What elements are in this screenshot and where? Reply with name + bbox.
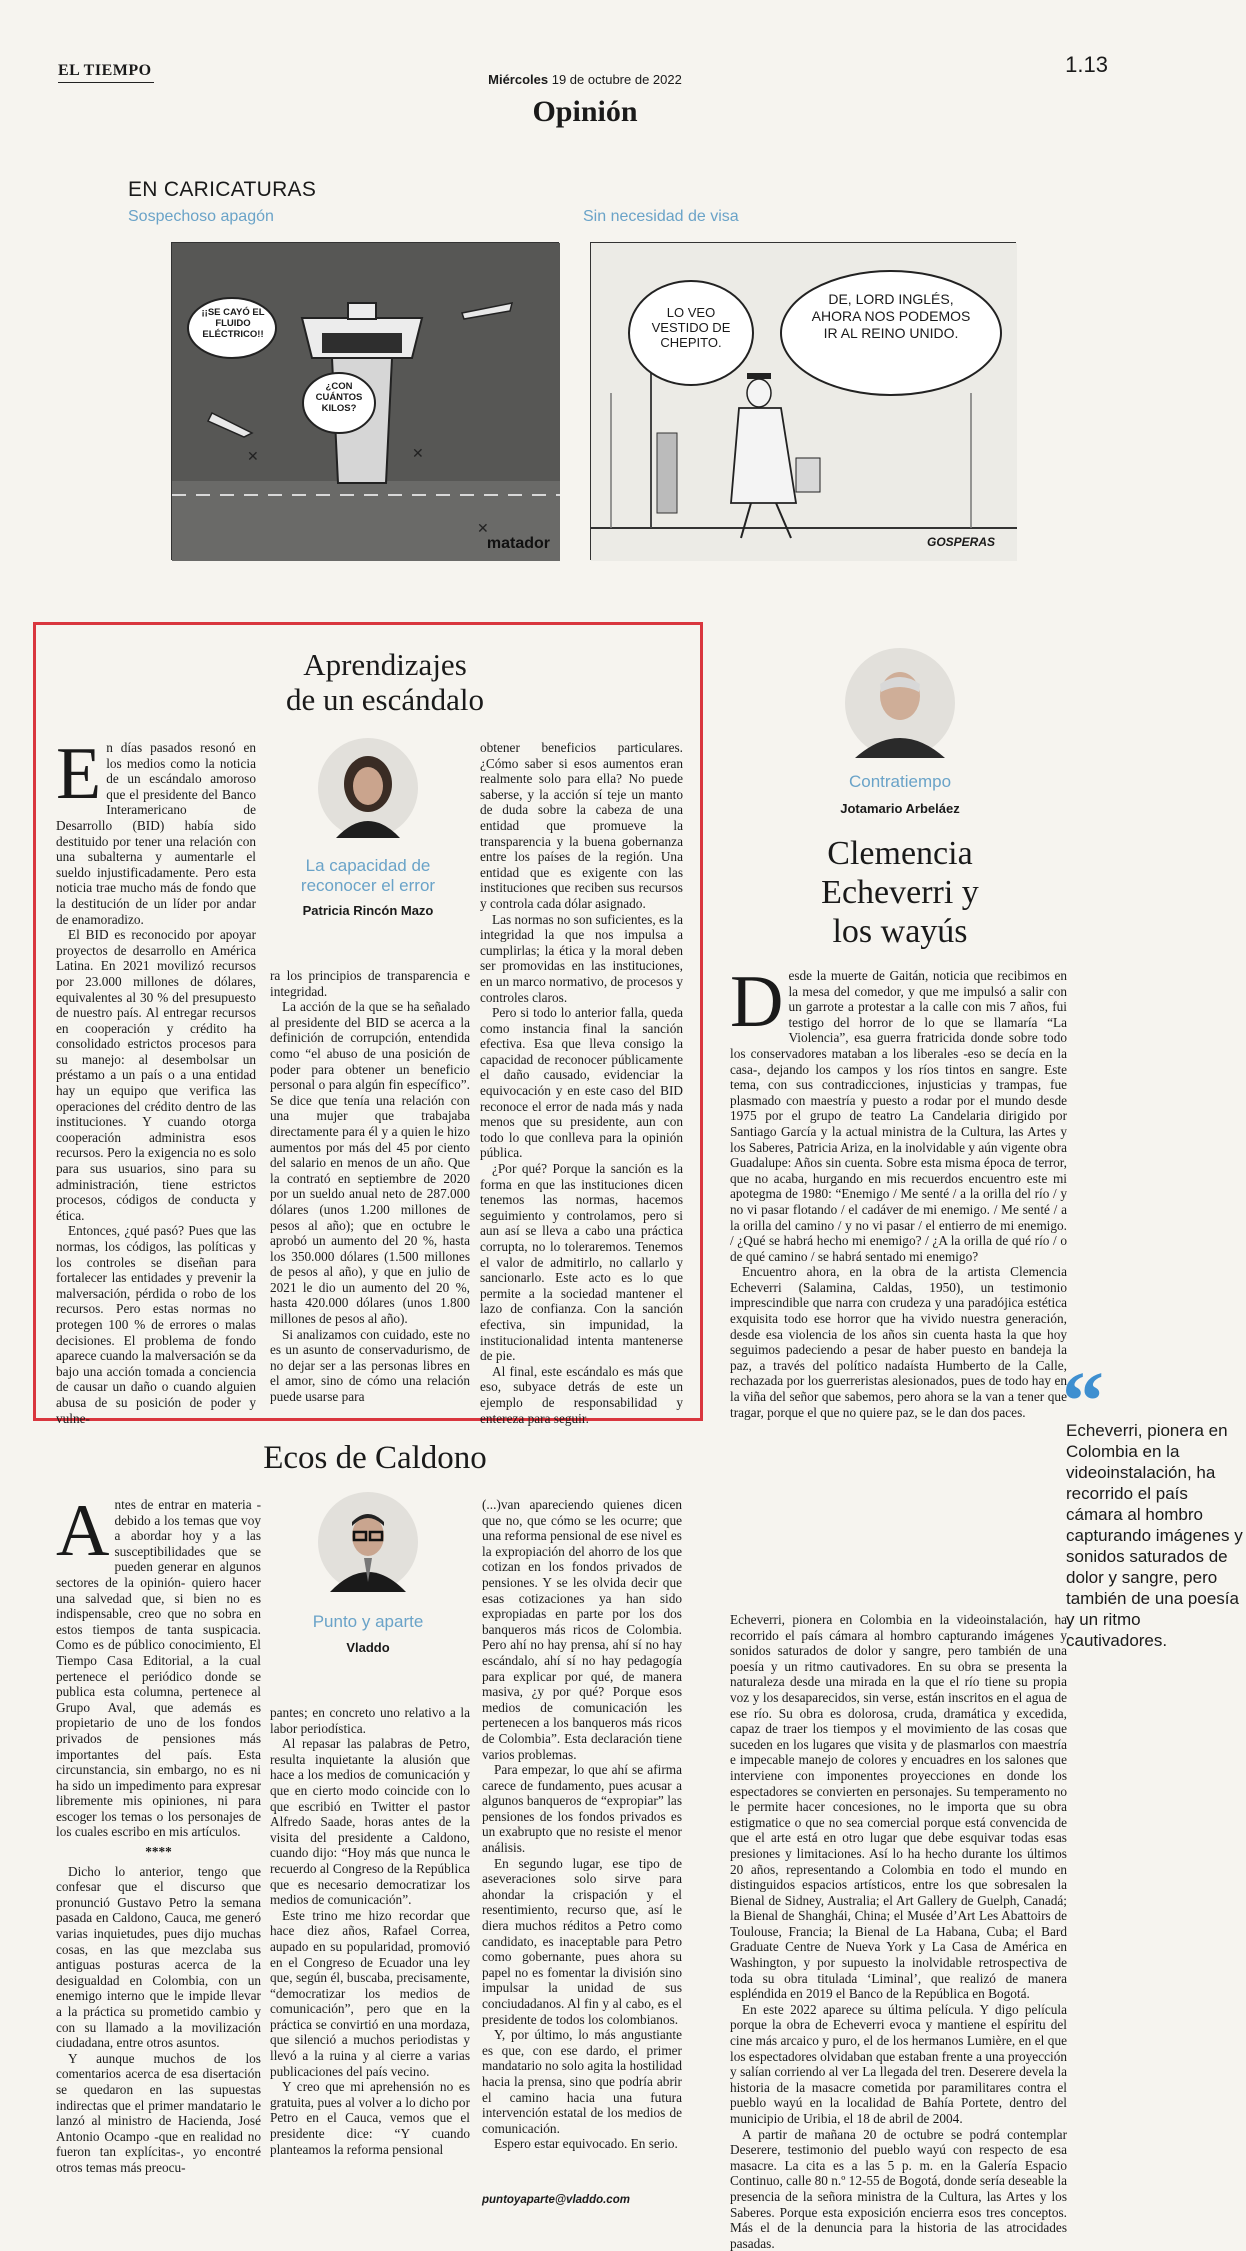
section-title: Opinión (532, 95, 638, 128)
article1-paragraph: ¿Por qué? Porque la sanción es la forma en que las instituciones dicen tenemos las normas, hacemos seguimiento y controlamos, pero si aun así se lleva a cabo una práctica corrupta, no lo toleraremos. Tenemos el valor de admitirlo, no callarlo y sancionarlo. Este acto es lo que permite a la sociedad mantener el lazo de confianza. Con la sanción efectiva, sin impunidad, la institucionalidad intenta mantenerse de pie. (480, 1161, 683, 1364)
author-photo-drawing (845, 648, 955, 758)
article1-paragraph: obtener beneficios particulares. ¿Cómo saber si esos aumentos eran realmente solo para ella? No puede saberse, y la acción sí teje un manto de duda sobre la cabeza de una entidad que promueve la transparencia y la buena gobernanza entre los países de la región. Una entidad que es exigente con las instituciones que reciben sus recursos y controla cada dólar asignado. (480, 740, 683, 911)
article3-pull-quote: Echeverri, pionera en Colombia en la videoinstalación, ha recorrido el país cámara al hombro capturando imágenes y sonidos saturados de dolor y sangre, pero también de una poesía y un ritmo cautivadores. (1066, 1421, 1243, 1650)
article3-author: Jotamario Arbeláez (840, 801, 960, 816)
quote-mark-icon: “ (1062, 1355, 1104, 1448)
article3-column-2 (730, 1612, 1067, 2251)
article3-column-name: Contratiempo (848, 772, 952, 791)
article2-separator: **** (145, 1844, 172, 1860)
article3-paragraph: A partir de mañana 20 de octubre se podrá contemplar Deserere, testimonio del pueblo wayú con respecto de esa masacre. La cita es a las 5 p. m. en la Galería Espacio Continuo, calle 80 n.º 12-55 de Bogotá, donde sería deseable la presencia de la señora ministra de la Cultura, las Artes y los Saberes. Porque esta exposición encierra esos tres conceptos. Más el de la denuncia para la historia de las atrocidades pasadas. (730, 2126, 1067, 2251)
newspaper-logo: EL TIEMPO (58, 62, 152, 79)
article1-dropcap: E (56, 733, 102, 815)
article1-title-line2: de un escándalo (286, 681, 484, 717)
cartoon-right-image (590, 242, 1016, 560)
article2-author: Vladdo (346, 1640, 390, 1655)
article3-column-1 (730, 961, 1067, 1420)
author-photo-drawing (318, 1492, 418, 1592)
article2-paragraph: Espero estar equivocado. En serio. (494, 2136, 678, 2152)
article2-paragraph: Para empezar, lo que ahí se afirma carece de fundamento, pues acusar a algunos banqueros de “expropiar” las pensiones de los fondos privados es un exabrupto que no resiste el menor análisis. (482, 1762, 682, 1856)
author-photo-patricia (318, 738, 418, 838)
article1-paragraph: El BID es reconocido por apoyar proyectos de desarrollo en América Latina. En 2021 movilizó recursos por 23.000 millones de dólares, equivalentes al 30 % del presupuesto de nuestro país. Al entregar recursos en cooperación y crédito ha consolidado estrictos procesos para su manejo: al desembolsar un préstamo a un país o a una entidad hay un equipo que verifica las operaciones del crédito dentro de las instituciones. Y cuando otorga cooperación administra esos recursos. Pero la exigencia no es solo para sus usuarios, sino para su administración, tiene estrictos procesos, códigos de conducta y ética. (56, 927, 256, 1223)
article2-column-2 (270, 1705, 470, 2175)
article3-paragraph: esde la muerte de Gaitán, noticia que recibimos en la mesa del comedor, y que me impulsó a salir con un garrote a protestar a la calle con mis 7 años, fui testigo del horror de lo que se llamaría “La Violencia”, esa guerra fratricida donde sobre todo los conservadores mataban a los liberales -eso se decía en la casa-, dejando los campos y los ríos tintos en sangre. Este tema, con sus contradicciones, injusticias y trampas, fue plasmado con maestría y puesto a rodar por el mundo desde 1975 por el grupo de teatro La Candelaria dirigido por Santiago García y la actual ministra de la Cultura, las Artes y los Saberes, Patricia Ariza, en la inolvidable y aún vigente obra Guadalupe: Años sin cuenta. Sobre esta misma época de terror, que no acaba, hurgando en mis recuerdos encuentro este mi apotegma de 1980: “Enemigo / Me senté / a la orilla del río / y no vi pasar flotando / el cadáver de mi enemigo. / Me senté / a la orilla del camino / y no vi pasar / el entierro de mi enemigo. / ¿Qué se habrá hecho mi enemigo? / ¿A la orilla de qué río / o de qué camino / se habrá sentado mi enemigo? (730, 968, 1067, 1264)
article1-column-2 (270, 968, 470, 1418)
article2-paragraph: pantes; en concreto uno relativo a la labor periodística. (270, 1705, 470, 1736)
article1-paragraph: Entonces, ¿qué pasó? Pues que las normas, los códigos, las políticas y los controles se diseñan para fortalecer las entidades y prevenir la malversación, pérdida o robo de los recursos. Pero estas normas no protegen 100 % de errores o malas decisiones. El problema de fondo aparece cuando la malversación se da bajo una acción tomada a conciencia de causar un daño o cuando alguien abusa de su posición de poder y vulne- (56, 1223, 256, 1426)
article1-column-name-line2: reconocer el error (300, 876, 436, 895)
article1-paragraph: La acción de la que se ha señalado al presidente del BID se acerca a la definición de corrupción, entendida como “el abuso de una posición de poder para obtener un beneficio personal o para algún fin específico”. Se dice que tenía una relación con una mujer que trabajaba directamente para él y a quien le hizo aumentos por más del 45 por ciento del salario en menos de un año. Que la contrató en septiembre de 2020 por un sueldo anual neto de 287.000 dólares (unos 1.200 millones de pesos al año); que en octubre le aprobó un aumento del 20 %, hasta los 350.000 dólares (1.500 millones de pesos al año), y que en julio de 2021 le dio un aumento del 20 %, hasta 420.000 dólares (unos 1.800 millones de pesos al año). (270, 999, 470, 1327)
article3-title-line2: Echeverri y (821, 874, 979, 911)
cartoon-left-bubble-1: ¡¡SE CAYÓ EL FLUIDO ELÉCTRICO!! (201, 307, 265, 340)
article2-column-name: Punto y aparte (312, 1612, 424, 1631)
article2-paragraph: Al repasar las palabras de Petro, resulta inquietante la alusión que hace a los medios de comunicación y que en cierto modo coincide con lo que escribió en Twitter el pastor Alfredo Saade, horas antes de la visita del presidente a Caldono, cuando dijo: “Hoy más que nunca le recuerdo al Congreso de la República que es necesario democratizar los medios de comunicación”. (270, 1736, 470, 1908)
author-photo-jotamario (845, 648, 955, 758)
article2-paragraph: Y creo que mi aprehensión no es gratuita, pues al volver a lo dicho por Petro en el Cauca, vemos que el presidente dice: “Y cuando planteamos la reforma pensional (270, 2079, 470, 2157)
article2-column-3 (482, 1497, 682, 2177)
cartoon-right-bubble-1: LO VEO VESTIDO DE CHEPITO. (651, 305, 731, 350)
article2-title: Ecos de Caldono (263, 1440, 487, 1476)
article3-title-line3: los wayús (832, 913, 968, 950)
article1-author: Patricia Rincón Mazo (302, 903, 434, 918)
article1-column-name (280, 856, 456, 896)
cartoon-left-subtitle: Sospechoso apagón (128, 208, 274, 225)
article1-column-name-line1: La capacidad de (305, 856, 431, 875)
article2-paragraph: Y aunque muchos de los comentarios acerca de esa disertación se quedaron en las supuestas indirectas que el primer mandatario le lanzó al ministro de Hacienda, José Antonio Ocampo -que en realidad no fueron tan explícitas-, yo encontré otros temas más preocu- (56, 2050, 261, 2175)
cartoon-left-signature: matador (486, 535, 550, 552)
article1-paragraph: n días pasados resonó en los medios como la noticia de un escándalo amoroso que el presidente del Banco Interamericano de Desarrollo (BID) había sido destituido por tener una relación con una subalterna y aumentarle el sueldo injustificadamente. Pero esta noticia trae mucho más de fondo que la destitución de un líder por andar de enamoradizo. (56, 740, 256, 927)
article2-dropcap: A (56, 1490, 110, 1572)
cartoon-right-bubble-2: DE, LORD INGLÉS, AHORA NOS PODEMOS IR AL REINO UNIDO. (811, 291, 971, 341)
svg-text:✕: ✕ (477, 520, 489, 536)
article2-email[interactable]: puntoyaparte@vladdo.com (482, 2194, 630, 2206)
cartoon-right-subtitle: Sin necesidad de visa (583, 208, 739, 225)
article2-paragraph: Dicho lo anterior, tengo que confesar que el discurso que pronunció Gustavo Petro la semana pasada en Caldono, Cauca, me generó varias inquietudes, pues dijo muchas cosas, en las que mezclaba sus antiguas posturas acerca de la desigualdad en Colombia, con un enemigo interno que le impide llevar a la práctica su prometido cambio y con su llamado a la movilización ciudadana, entre otros asuntos. (56, 1863, 261, 2051)
article3-paragraph: Echeverri, pionera en Colombia en la videoinstalación, ha recorrido el país cámara al hombro capturando imágenes y sonidos saturados de dolor y sangre, pero también de una poesía y un ritmo cautivadores. En su obra se presenta la naturaleza desde una mirada en la que el río tiene su propia voz y los desaparecidos, sin verse, están inscritos en el agua de ese río. Su obra es dolorosa, cruda, dramática y excedida, capaz de traer los tiempos y el movimiento de las cosas que suceden en los lugares que visita y de plasmarlos con maestría e impecable manejo de colores y encuadres en los salones que interviene con imponentes proyecciones en donde los espectadores se convierten en personajes. Su temperamento no le permite hacer concesiones, no le importa que su obra estigmatice o que no sea comercial porque está convencida de que el arte está en otro lugar que debe esquivar todas esas presiones y limitaciones. Así lo ha hecho durante los últimos 20 años, representando a Colombia en todo el mundo en distinguidos espacios artísticos, entre los que sobresalen la Bienal de Sidney, Australia; el Art Gallery de Guelph, Canadá; la Bienal de Shanghái, China; el Musée d’Art Les Abattoirs de Toulouse, Francia; la Bienal de La Habana, Cuba; el Bard Graduate Centre de Nueva York y La Casa de América en Washington, y por supuesto la inolvidable retrospectiva de toda su obra titulada ‘Liminal’, que realizó de manera espléndida en 2019 el Banco de la República en Bogotá. (730, 1612, 1067, 2002)
article3-paragraph: En este 2022 aparece su última película. Y digo película porque la obra de Echeverri evoca y mantiene el espíritu del cine más arcaico y puro, el de los hermanos Lumière, en el que los espectadores olvidaban que estaban frente a una proyección y salían corriendo al ver La llegada del tren. Deserere devela la historia de la masacre cometida por paramilitares contra el pueblo wayú en la localidad de Bahía Portete, dentro del municipio de Uribia, el 18 de abril de 2004. (730, 2001, 1067, 2126)
article1-title (220, 648, 550, 717)
svg-text:✕: ✕ (412, 445, 424, 461)
date-weekday: Miércoles (488, 72, 549, 87)
article1-paragraph: Las normas no son suficientes, es la integridad la que nos impulsa a cumplirlas; la ética y la moral deben ser promovidas en las instituciones, en un marco normativo, de procesos y controles claros. (480, 911, 683, 1005)
article2-paragraph: Y, por último, lo más angustiante es que, con ese dardo, el primer mandatario no solo agita la hostilidad hacia la prensa, sino que podría abrir el camino hacia una futura intervención estatal de los medios de comunicación. (482, 2027, 682, 2136)
article3-title-line1: Clemencia (827, 835, 973, 872)
date-rest: 19 de octubre de 2022 (548, 72, 682, 87)
cartoon-left-bubble-2: ¿CON CUÁNTOS KILOS? (315, 381, 363, 414)
cartoons-label: EN CARICATURAS (128, 178, 317, 201)
article3-title (740, 834, 1060, 951)
cartoon-right-signature: GOSPERAS (926, 535, 995, 549)
article2-column-1 (56, 1490, 261, 2207)
article2-paragraph: ntes de entrar en materia -debido a los temas que voy a abordar hoy y a las susceptibilidades que se pueden generar en algunos sectores de la opinión- quiero hacer una salvedad que, si bien no es indispensable, creo que no sobra en estos tiempos de tanta suspicacia. Como es de público conocimiento, El Tiempo Casa Editorial, a la cual pertenece el periódico donde se publica esta columna, pertenece al Grupo Aval, que además es propietario de uno de los fondos privados de pensiones más importantes del país. Esta circunstancia, sin embargo, no es ni ha sido un impedimento para expresar libremente mis opiniones, ni para escoger los temas o los personajes de los cuales escribo en mis artículos. (56, 1497, 261, 1840)
article1-column-3 (480, 740, 683, 1426)
article1-column-1 (56, 733, 256, 1426)
article1-paragraph: ra los principios de transparencia e integridad. (270, 968, 470, 999)
article3-column-1-continued (730, 1390, 1055, 1640)
article2-paragraph: (...)van apareciendo quienes dicen que no, que cómo se les ocurre; que una reforma pensional de ese nivel es la expropiación del ahorro de los que cotizan en los fondos privados de pensiones. Y se les olvida decir que esas cotizaciones ya han sido expropiadas en parte por los dos banqueros más ricos de Colombia. Pero ahí no hay prensa, ahí sí no hay escándalo, ahí sí no hay pedagogía para explicar por qué, de manera masiva, ¿y por qué? Porque esos medios de comunicación les pertenecen a los banqueros más ricos de Colombia”. Esta declaración tiene varios problemas. (482, 1497, 682, 1762)
author-photo-drawing (318, 738, 418, 838)
article1-paragraph: Si analizamos con cuidado, este no es un asunto de conservadurismo, de no dejar ser a las personas libres en el amor, sino de cómo una relación puede usarse para (270, 1326, 470, 1405)
article1-paragraph: Pero si todo lo anterior falla, queda como instancia final la sanción efectiva. Esa que lleva consigo la capacidad de reconocer públicamente el daño causado, evidenciar la equivocación y en este caso del BID reconoce el error de nada más y nada menos que su presidente, aun con todo lo que conlleva para la opinión pública. (480, 1005, 683, 1161)
author-photo-vladdo (318, 1492, 418, 1592)
article2-paragraph: En segundo lugar, ese tipo de aseveraciones solo sirve para ahondar la crispación y el resentimiento, recurso que, así le diera muchos réditos a Petro como candidato, es inaceptable para Petro como gobernante, pues ahora su papel no es fomentar la división sino impulsar la unidad de sus conciudadanos. Al fin y al cabo, es el presidente de todos los colombianos. (482, 1855, 682, 2027)
page-number: 1.13 (1065, 52, 1108, 77)
article3-paragraph: Encuentro ahora, en la obra de la artista Clemencia Echeverri (Salamina, Caldas, 1950), un testimonio imprescindible que narra con crudeza y una paradójica estética exquisita todo ese horror que ha vivido nuestra generación, desde esa violencia de los años sin cuenta hasta la que hoy seguimos padeciendo a pesar de haber puesto en bandeja la paz, a través del político nadaísta Humberto de la Calle, rechazada por los guerreristas alesionados, pues de todo hay en la viña del señor que sabemos, pero ahora se la van a tener que tragar, porque el que no quiere paz, se le dan dos paces. (730, 1264, 1067, 1420)
cartoon-left-image (171, 242, 559, 560)
article3-dropcap: D (730, 961, 784, 1043)
publication-date (0, 72, 1170, 87)
article1-title-line1: Aprendizajes (303, 647, 467, 682)
svg-text:✕: ✕ (247, 448, 259, 464)
article1-paragraph: Al final, este escándalo es más que eso, subyace detrás de este un ejemplo de responsabilidad y entereza para seguir. (480, 1363, 683, 1426)
article2-paragraph: Este trino me hizo recordar que hace diez años, Rafael Correa, aupado en su popularidad, promovió en el Congreso de Ecuador una ley que, según él, buscaba, precisamente, “democratizar los medios de comunicación”, pero que en la práctica se convirtió en una mordaza, que silenció a muchos periodistas y llevó a la ruina y al cierre a varias publicaciones del país vecino. (270, 1907, 470, 2079)
